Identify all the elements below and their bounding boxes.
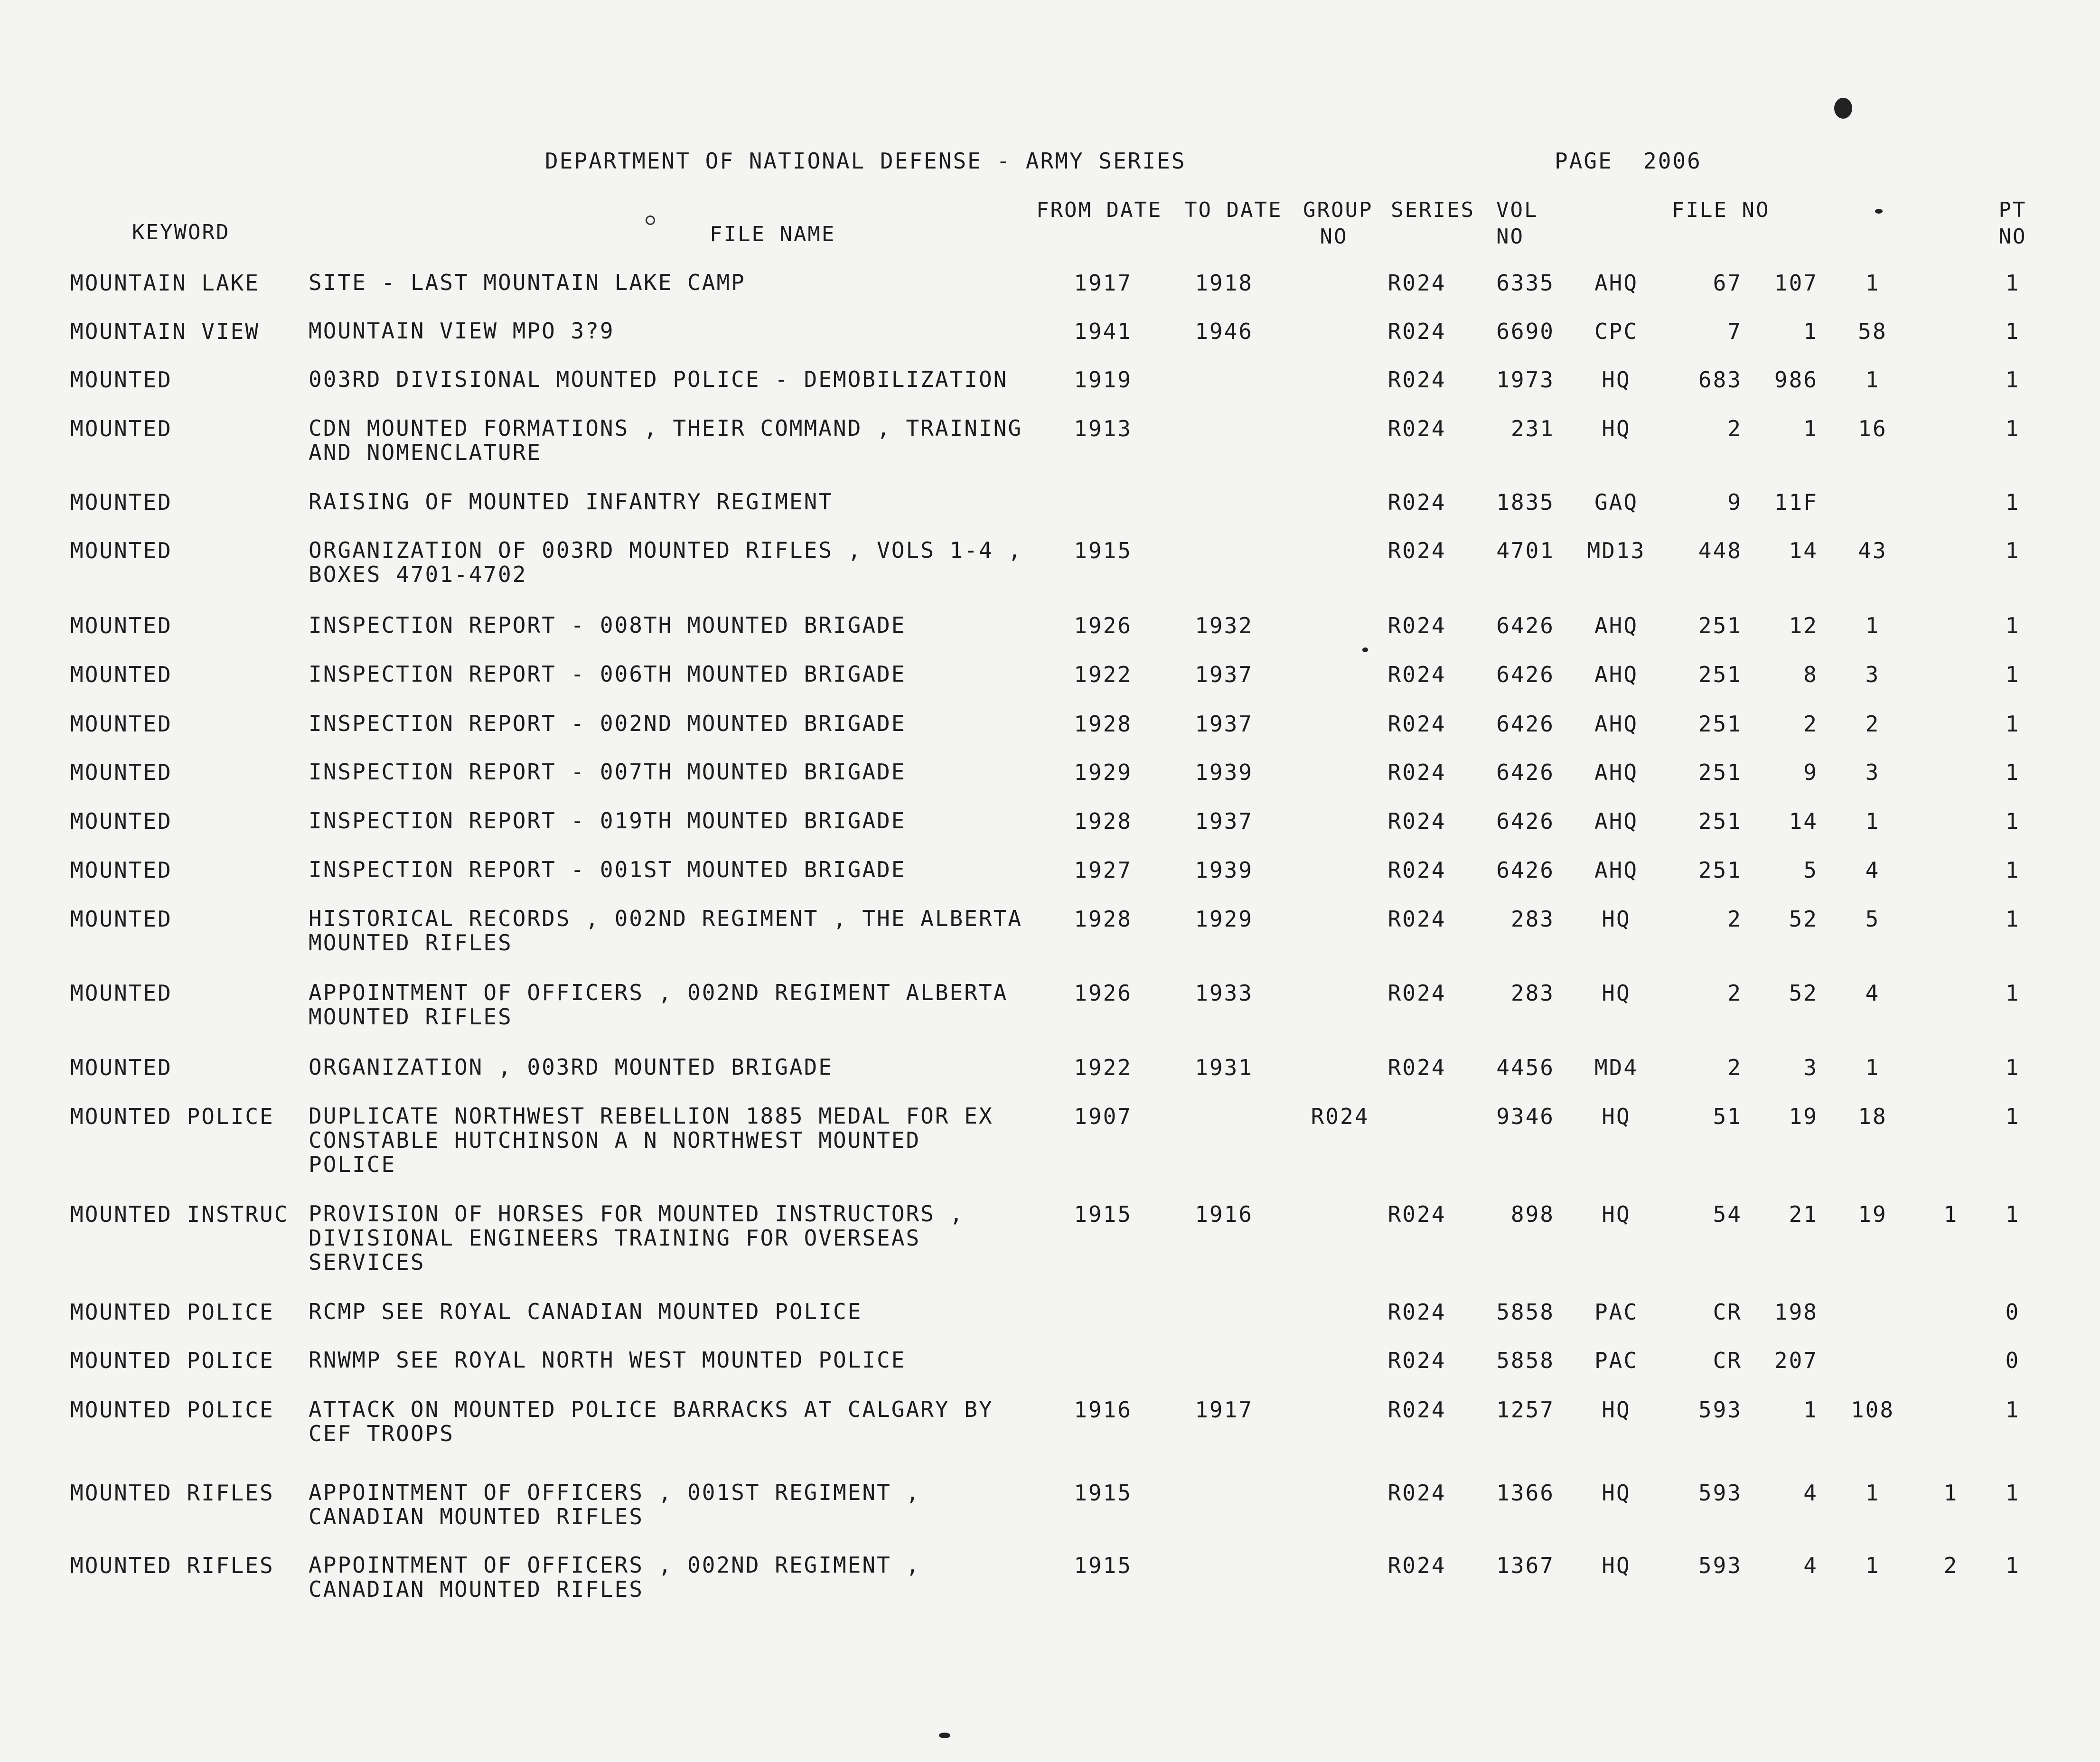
pt-no-cell: 1 — [2005, 538, 2020, 563]
file-name-cell: DUPLICATE NORTHWEST REBELLION 1885 MEDAL FOR EX CONSTABLE HUTCHINSON A N NORTHWEST MOUNTED POLICE — [309, 1103, 994, 1177]
file-name-cell: MOUNTAIN VIEW MPO 3?9 — [309, 318, 615, 344]
from-date-cell: 1915 — [1074, 538, 1132, 563]
keyword-cell: MOUNTED — [70, 489, 172, 515]
series-cell: R024 — [1388, 319, 1446, 344]
col-header-from-date: FROM DATE — [1036, 198, 1162, 222]
series-cell: R024 — [1388, 1553, 1446, 1578]
table-row — [0, 981, 2100, 1057]
file-no-part2-cell: 198 — [1774, 1299, 1818, 1325]
file-name-cell: ORGANIZATION , 003RD MOUNTED BRIGADE — [309, 1054, 833, 1080]
file-no-part2-cell: 2 — [1803, 711, 1818, 737]
vol-no-cell: 6335 — [1496, 270, 1555, 296]
series-cell: R024 — [1388, 980, 1446, 1006]
file-name-cell: RCMP SEE ROYAL CANADIAN MOUNTED POLICE — [309, 1299, 862, 1324]
vol-no-cell: 9346 — [1496, 1104, 1555, 1129]
file-no-part3-cell: 1 — [1865, 367, 1880, 393]
series-cell: R024 — [1388, 808, 1446, 834]
group-no-cell: R024 — [1311, 1104, 1369, 1129]
file-name-cell: RNWMP SEE ROYAL NORTH WEST MOUNTED POLICE — [309, 1347, 906, 1373]
series-cell: R024 — [1388, 1397, 1446, 1423]
file-no-prefix-cell: AHQ — [1594, 613, 1639, 638]
file-no-part1-cell: 2 — [1727, 1055, 1742, 1080]
vol-no-cell: 283 — [1510, 980, 1555, 1006]
file-no-part1-cell: 9 — [1727, 489, 1742, 515]
pt-no-cell: 1 — [2005, 1553, 2020, 1578]
table-row — [0, 538, 2100, 614]
file-name-cell: INSPECTION REPORT - 019TH MOUNTED BRIGADE — [309, 808, 906, 834]
file-no-prefix-cell: AHQ — [1594, 857, 1639, 883]
keyword-cell: MOUNTED RIFLES — [70, 1553, 274, 1578]
file-no-part1-cell: CR — [1713, 1299, 1742, 1325]
file-no-part1-cell: 2 — [1727, 980, 1742, 1006]
keyword-cell: MOUNTED — [70, 808, 172, 834]
file-name-cell: INSPECTION REPORT - 007TH MOUNTED BRIGADE — [309, 759, 906, 785]
series-cell: R024 — [1388, 711, 1446, 737]
series-cell: R024 — [1388, 1348, 1446, 1373]
file-no-part1-cell: 51 — [1713, 1104, 1742, 1129]
pt-no-cell: 1 — [2005, 613, 2020, 638]
vol-no-cell: 6426 — [1496, 808, 1555, 834]
file-name-cell: APPOINTMENT OF OFFICERS , 002ND REGIMENT ALBERTA MOUNTED RIFLES — [309, 980, 1008, 1030]
pt-no-cell: 0 — [2005, 1348, 2020, 1373]
keyword-cell: MOUNTED POLICE — [70, 1397, 274, 1423]
file-no-part3-cell: 3 — [1865, 662, 1880, 687]
file-no-part3-cell: 1 — [1865, 270, 1880, 296]
file-no-part2-cell: 8 — [1803, 662, 1818, 687]
file-no-part1-cell: 683 — [1698, 367, 1742, 393]
vol-no-cell: 6426 — [1496, 613, 1555, 638]
from-date-cell: 1919 — [1074, 367, 1132, 393]
series-cell: R024 — [1388, 857, 1446, 883]
file-no-prefix-cell: GAQ — [1594, 489, 1639, 515]
file-no-prefix-cell: CPC — [1594, 319, 1639, 344]
vol-no-cell: 898 — [1510, 1201, 1555, 1227]
keyword-cell: MOUNTED — [70, 538, 172, 563]
keyword-cell: MOUNTED — [70, 906, 172, 932]
file-no-part1-cell: 251 — [1698, 808, 1742, 834]
col-header-group-no: GROUP NO — [1303, 198, 1373, 249]
col-header-vol-no: VOL NO — [1496, 198, 1538, 249]
file-no-prefix-cell: MD4 — [1594, 1055, 1639, 1080]
from-date-cell: 1928 — [1074, 906, 1132, 932]
file-no-prefix-cell: HQ — [1602, 1397, 1631, 1423]
file-no-prefix-cell: PAC — [1594, 1299, 1639, 1325]
file-name-cell: PROVISION OF HORSES FOR MOUNTED INSTRUCTORS , DIVISIONAL ENGINEERS TRAINING FOR OVERSEAS SERVICES — [309, 1201, 965, 1275]
file-no-part3-cell: 43 — [1858, 538, 1887, 563]
file-no-part2-cell: 11F — [1774, 489, 1818, 515]
vol-no-cell: 1835 — [1496, 489, 1555, 515]
series-cell: R024 — [1388, 1480, 1446, 1506]
keyword-cell: MOUNTED — [70, 367, 172, 393]
file-no-part3-cell: 16 — [1858, 416, 1887, 441]
to-date-cell: 1939 — [1195, 857, 1253, 883]
from-date-cell: 1926 — [1074, 980, 1132, 1006]
vol-no-cell: 1973 — [1496, 367, 1555, 393]
file-no-prefix-cell: AHQ — [1594, 808, 1639, 834]
file-no-part1-cell: CR — [1713, 1348, 1742, 1373]
file-no-part3-cell: 1 — [1865, 808, 1880, 834]
from-date-cell: 1915 — [1074, 1553, 1132, 1578]
pt-no-cell: 1 — [2005, 1480, 2020, 1506]
series-cell: R024 — [1388, 270, 1446, 296]
file-no-part2-cell: 1 — [1803, 319, 1818, 344]
file-no-part3-cell: 3 — [1865, 759, 1880, 785]
file-no-prefix-cell: HQ — [1602, 906, 1631, 932]
file-name-cell: INSPECTION REPORT - 006TH MOUNTED BRIGADE — [309, 661, 906, 687]
file-no-part2-cell: 4 — [1803, 1553, 1818, 1578]
to-date-cell: 1937 — [1195, 808, 1253, 834]
series-cell: R024 — [1388, 538, 1446, 563]
vol-no-cell: 6426 — [1496, 759, 1555, 785]
scan-blot — [1834, 98, 1852, 119]
file-no-part1-cell: 448 — [1698, 538, 1742, 563]
file-no-prefix-cell: AHQ — [1594, 759, 1639, 785]
file-no-part2-cell: 14 — [1789, 808, 1818, 834]
file-no-part4-cell: 1 — [1943, 1201, 1959, 1227]
to-date-cell: 1937 — [1195, 711, 1253, 737]
file-no-part2-cell: 107 — [1774, 270, 1818, 296]
to-date-cell: 1946 — [1195, 319, 1253, 344]
table-row — [0, 1481, 2100, 1556]
file-no-part2-cell: 5 — [1803, 857, 1818, 883]
keyword-cell: MOUNTED — [70, 416, 172, 441]
to-date-cell: 1929 — [1195, 906, 1253, 932]
keyword-cell: MOUNTED — [70, 857, 172, 883]
pt-no-cell: 1 — [2005, 1104, 2020, 1129]
keyword-cell: MOUNTED INSTRUC — [70, 1201, 289, 1227]
file-no-part4-cell: 1 — [1943, 1480, 1959, 1506]
from-date-cell: 1941 — [1074, 319, 1132, 344]
keyword-cell: MOUNTED — [70, 1055, 172, 1080]
keyword-cell: MOUNTED — [70, 759, 172, 785]
series-cell: R024 — [1388, 1299, 1446, 1325]
from-date-cell: 1928 — [1074, 808, 1132, 834]
file-no-part1-cell: 54 — [1713, 1201, 1742, 1227]
file-no-prefix-cell: HQ — [1602, 367, 1631, 393]
file-no-prefix-cell: HQ — [1602, 416, 1631, 441]
file-no-prefix-cell: HQ — [1602, 1553, 1631, 1578]
file-no-part1-cell: 2 — [1727, 416, 1742, 441]
file-no-part2-cell: 4 — [1803, 1480, 1818, 1506]
to-date-cell: 1917 — [1195, 1397, 1253, 1423]
pt-no-cell: 1 — [2005, 857, 2020, 883]
pt-no-cell: 1 — [2005, 1201, 2020, 1227]
pt-no-cell: 1 — [2005, 906, 2020, 932]
keyword-cell: MOUNTED POLICE — [70, 1348, 274, 1373]
file-no-prefix-cell: HQ — [1602, 1480, 1631, 1506]
keyword-cell: MOUNTED POLICE — [70, 1104, 274, 1129]
document-title: DEPARTMENT OF NATIONAL DEFENSE - ARMY SERIES — [545, 148, 1186, 174]
to-date-cell: 1931 — [1195, 1055, 1253, 1080]
from-date-cell: 1927 — [1074, 857, 1132, 883]
file-no-part1-cell: 593 — [1698, 1397, 1742, 1423]
series-cell: R024 — [1388, 906, 1446, 932]
file-no-part3-cell: 4 — [1865, 857, 1880, 883]
file-no-prefix-cell: PAC — [1594, 1348, 1639, 1373]
to-date-cell: 1933 — [1195, 980, 1253, 1006]
series-cell: R024 — [1388, 613, 1446, 638]
from-date-cell: 1907 — [1074, 1104, 1132, 1129]
page-number: 2006 — [1643, 148, 1702, 174]
file-name-cell: HISTORICAL RECORDS , 002ND REGIMENT , THE ALBERTA MOUNTED RIFLES — [309, 906, 1023, 956]
series-cell: R024 — [1388, 489, 1446, 515]
file-no-part1-cell: 251 — [1698, 662, 1742, 687]
from-date-cell: 1915 — [1074, 1201, 1132, 1227]
file-no-prefix-cell: HQ — [1602, 1201, 1631, 1227]
file-no-part3-cell: 5 — [1865, 906, 1880, 932]
vol-no-cell: 6690 — [1496, 319, 1555, 344]
pt-no-cell: 1 — [2005, 808, 2020, 834]
pt-no-cell: 1 — [2005, 711, 2020, 737]
vol-no-cell: 5858 — [1496, 1299, 1555, 1325]
keyword-cell: MOUNTAIN LAKE — [70, 270, 260, 296]
file-name-cell: APPOINTMENT OF OFFICERS , 002ND REGIMENT , CANADIAN MOUNTED RIFLES — [309, 1552, 921, 1602]
vol-no-cell: 5858 — [1496, 1348, 1555, 1373]
pt-no-cell: 1 — [2005, 416, 2020, 441]
file-no-part3-cell: 2 — [1865, 711, 1880, 737]
scan-speck — [1362, 647, 1368, 652]
pt-no-cell: 1 — [2005, 367, 2020, 393]
file-no-part1-cell: 251 — [1698, 759, 1742, 785]
file-no-part2-cell: 1 — [1803, 1397, 1818, 1423]
keyword-cell: MOUNTED RIFLES — [70, 1480, 274, 1506]
file-no-part3-cell: 19 — [1858, 1201, 1887, 1227]
keyword-cell: MOUNTAIN VIEW — [70, 319, 260, 344]
vol-no-cell: 1257 — [1496, 1397, 1555, 1423]
table-row — [0, 1553, 2100, 1629]
file-no-part1-cell: 251 — [1698, 711, 1742, 737]
keyword-cell: MOUNTED — [70, 613, 172, 638]
file-name-cell: INSPECTION REPORT - 002ND MOUNTED BRIGADE — [309, 711, 906, 736]
scan-speck — [646, 216, 655, 225]
file-no-part2-cell: 207 — [1774, 1348, 1818, 1373]
file-no-part3-cell: 1 — [1865, 1055, 1880, 1080]
vol-no-cell: 6426 — [1496, 857, 1555, 883]
file-no-part3-cell: 1 — [1865, 1553, 1880, 1578]
file-no-part2-cell: 9 — [1803, 759, 1818, 785]
scan-speck — [1875, 209, 1883, 214]
file-no-prefix-cell: HQ — [1602, 1104, 1631, 1129]
pt-no-cell: 1 — [2005, 489, 2020, 515]
keyword-cell: MOUNTED — [70, 662, 172, 687]
from-date-cell: 1928 — [1074, 711, 1132, 737]
file-no-prefix-cell: AHQ — [1594, 270, 1639, 296]
file-name-cell: ATTACK ON MOUNTED POLICE BARRACKS AT CALGARY BY CEF TROOPS — [309, 1396, 994, 1446]
file-no-part3-cell: 18 — [1858, 1104, 1887, 1129]
file-name-cell: RAISING OF MOUNTED INFANTRY REGIMENT — [309, 489, 833, 515]
file-name-cell: INSPECTION REPORT - 001ST MOUNTED BRIGADE — [309, 857, 906, 882]
file-no-part3-cell: 1 — [1865, 613, 1880, 638]
file-no-prefix-cell: AHQ — [1594, 711, 1639, 737]
from-date-cell: 1915 — [1074, 1480, 1132, 1506]
pt-no-cell: 0 — [2005, 1299, 2020, 1325]
file-no-part2-cell: 14 — [1789, 538, 1818, 563]
file-no-part2-cell: 986 — [1774, 367, 1818, 393]
keyword-cell: MOUNTED — [70, 980, 172, 1006]
file-name-cell: ORGANIZATION OF 003RD MOUNTED RIFLES , VOLS 1-4 , BOXES 4701-4702 — [309, 537, 1023, 587]
file-no-part1-cell: 593 — [1698, 1553, 1742, 1578]
file-no-prefix-cell: AHQ — [1594, 662, 1639, 687]
page-label: PAGE — [1555, 148, 1613, 174]
col-header-file-name: FILE NAME — [710, 222, 836, 246]
file-no-part1-cell: 251 — [1698, 857, 1742, 883]
to-date-cell: 1916 — [1195, 1201, 1253, 1227]
vol-no-cell: 6426 — [1496, 662, 1555, 687]
file-no-part1-cell: 2 — [1727, 906, 1742, 932]
table-row — [0, 1104, 2100, 1180]
file-no-part4-cell: 2 — [1943, 1553, 1959, 1578]
series-cell: R024 — [1388, 416, 1446, 441]
keyword-cell: MOUNTED POLICE — [70, 1299, 274, 1325]
pt-no-cell: 1 — [2005, 319, 2020, 344]
file-no-part3-cell: 1 — [1865, 1480, 1880, 1506]
from-date-cell: 1922 — [1074, 1055, 1132, 1080]
col-header-file-no: FILE NO — [1672, 198, 1770, 222]
series-cell: R024 — [1388, 1055, 1446, 1080]
table-row — [0, 907, 2100, 983]
file-no-part3-cell: 108 — [1850, 1397, 1895, 1423]
table-row — [0, 1397, 2100, 1473]
vol-no-cell: 4701 — [1496, 538, 1555, 563]
pt-no-cell: 1 — [2005, 759, 2020, 785]
file-name-cell: INSPECTION REPORT - 008TH MOUNTED BRIGADE — [309, 612, 906, 638]
file-no-part2-cell: 12 — [1789, 613, 1818, 638]
pt-no-cell: 1 — [2005, 270, 2020, 296]
to-date-cell: 1939 — [1195, 759, 1253, 785]
from-date-cell: 1926 — [1074, 613, 1132, 638]
file-name-cell: APPOINTMENT OF OFFICERS , 001ST REGIMENT , CANADIAN MOUNTED RIFLES — [309, 1480, 921, 1529]
table-row — [0, 1202, 2100, 1278]
keyword-cell: MOUNTED — [70, 711, 172, 737]
file-no-part2-cell: 3 — [1803, 1055, 1818, 1080]
file-no-part2-cell: 19 — [1789, 1104, 1818, 1129]
series-cell: R024 — [1388, 759, 1446, 785]
pt-no-cell: 1 — [2005, 1055, 2020, 1080]
vol-no-cell: 1367 — [1496, 1553, 1555, 1578]
col-header-to-date: TO DATE — [1184, 198, 1283, 222]
file-no-part2-cell: 52 — [1789, 980, 1818, 1006]
series-cell: R024 — [1388, 662, 1446, 687]
file-no-part1-cell: 593 — [1698, 1480, 1742, 1506]
vol-no-cell: 283 — [1510, 906, 1555, 932]
from-date-cell: 1913 — [1074, 416, 1132, 441]
file-no-part3-cell: 58 — [1858, 319, 1887, 344]
col-header-series: SERIES — [1391, 198, 1475, 222]
from-date-cell: 1922 — [1074, 662, 1132, 687]
to-date-cell: 1932 — [1195, 613, 1253, 638]
file-name-cell: 003RD DIVISIONAL MOUNTED POLICE - DEMOBILIZATION — [309, 366, 1008, 392]
series-cell: R024 — [1388, 367, 1446, 393]
pt-no-cell: 1 — [2005, 1397, 2020, 1423]
col-header-pt-no: PT NO — [1998, 198, 2027, 249]
vol-no-cell: 4456 — [1496, 1055, 1555, 1080]
vol-no-cell: 6426 — [1496, 711, 1555, 737]
to-date-cell: 1918 — [1195, 270, 1253, 296]
from-date-cell: 1917 — [1074, 270, 1132, 296]
from-date-cell: 1916 — [1074, 1397, 1132, 1423]
col-header-keyword: KEYWORD — [132, 220, 230, 244]
file-no-part2-cell: 52 — [1789, 906, 1818, 932]
pt-no-cell: 1 — [2005, 980, 2020, 1006]
file-no-part1-cell: 251 — [1698, 613, 1742, 638]
scan-speck — [939, 1733, 950, 1738]
vol-no-cell: 1366 — [1496, 1480, 1555, 1506]
table-row — [0, 416, 2100, 492]
to-date-cell: 1937 — [1195, 662, 1253, 687]
from-date-cell: 1929 — [1074, 759, 1132, 785]
file-name-cell: CDN MOUNTED FORMATIONS , THEIR COMMAND , TRAINING AND NOMENCLATURE — [309, 415, 1023, 465]
file-no-part1-cell: 67 — [1713, 270, 1742, 296]
file-no-part2-cell: 1 — [1803, 416, 1818, 441]
series-cell: R024 — [1388, 1201, 1446, 1227]
file-no-part1-cell: 7 — [1727, 319, 1742, 344]
file-no-part3-cell: 4 — [1865, 980, 1880, 1006]
pt-no-cell: 1 — [2005, 662, 2020, 687]
file-name-cell: SITE - LAST MOUNTAIN LAKE CAMP — [309, 270, 746, 295]
vol-no-cell: 231 — [1510, 416, 1555, 441]
file-no-part2-cell: 21 — [1789, 1201, 1818, 1227]
file-no-prefix-cell: MD13 — [1587, 538, 1646, 563]
file-no-prefix-cell: HQ — [1602, 980, 1631, 1006]
